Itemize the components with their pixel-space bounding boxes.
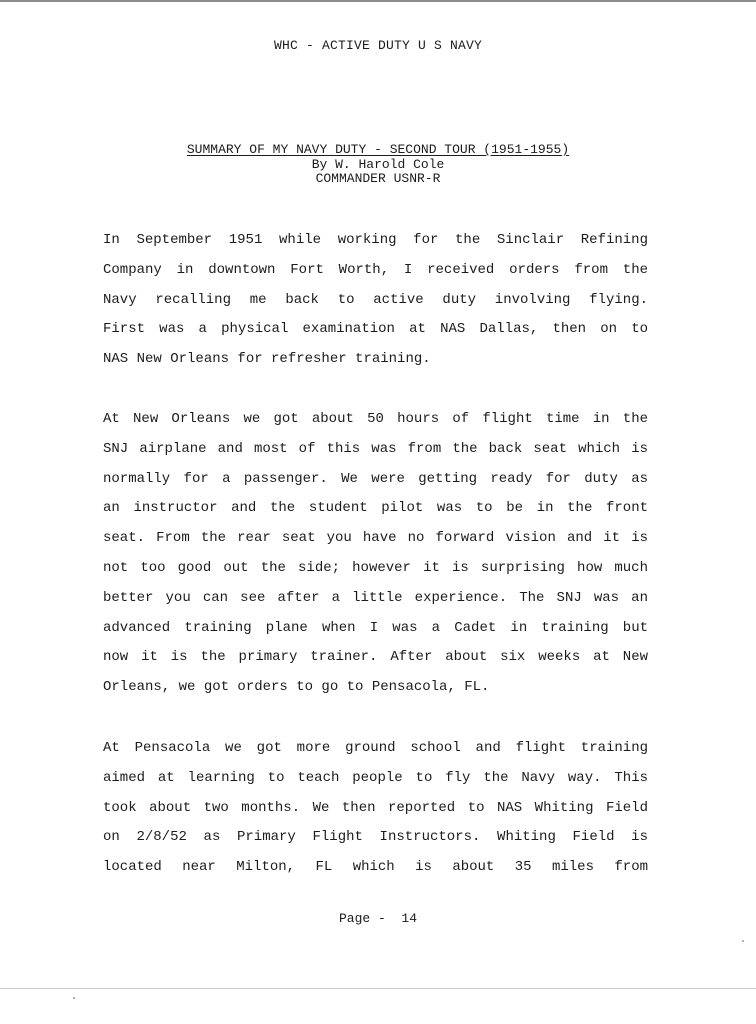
paragraph-1 [103,226,648,375]
paragraph-line: Navy recalling me back to active duty involving flying. [103,291,648,308]
paragraph-line: SNJ airplane and most of this was from the back seat which is [103,440,648,457]
paragraph-line: located near Milton, FL which is about 35 miles from [103,859,648,876]
document-title: SUMMARY OF MY NAVY DUTY - SECOND TOUR (1951-1955) [186,142,570,157]
paragraph-line: At New Orleans we got about 50 hours of flight time in the [103,411,648,427]
paragraph-line: on 2/8/52 as Primary Flight Instructors. Whiting Field is [103,829,648,846]
scan-speck [742,940,744,942]
paragraph-line: seat. From the rear seat you have no forward vision and it is [103,530,648,547]
paragraph-line: normally for a passenger. We were getting ready for duty as [103,470,648,487]
paragraph-line: In September 1951 while working for the Sinclair Refining [103,232,648,248]
paragraph-line: aimed at learning to teach people to fly the Navy way. This [103,769,648,786]
scan-speck [73,997,75,999]
paragraph-line: advanced training plane when I was a Cadet in training but [103,619,648,636]
paragraph-2 [103,405,648,703]
paragraph-line: Company in downtown Fort Worth, I received orders from the [103,261,648,278]
paragraph-3 [103,734,648,883]
paragraph-line: an instructor and the student pilot was to be in the front [103,500,648,517]
paragraph-line: Orleans, we got orders to go to Pensacola, FL. [103,679,490,696]
scan-edge-bottom [0,988,756,989]
page-number: Page - 14 [338,911,417,926]
paragraph-line: took about two months. We then reported to NAS Whiting Field [103,799,648,816]
author-rank: COMMANDER USNR-R [315,171,441,186]
author-byline: By W. Harold Cole [311,156,445,172]
title-block [0,143,756,187]
paragraph-line: now it is the primary trainer. After about six weeks at New [103,649,648,666]
paragraph-line: better you can see after a little experience. The SNJ was an [103,589,648,606]
paragraph-line: NAS New Orleans for refresher training. [103,351,431,368]
paragraph-line: First was a physical examination at NAS Dallas, then on to [103,321,648,338]
paragraph-line: At Pensacola we got more ground school and flight training [103,740,648,756]
paragraph-line: not too good out the side; however it is surprising how much [103,559,648,576]
running-header: WHC - ACTIVE DUTY U S NAVY [273,38,483,53]
scan-edge-top [0,0,756,2]
